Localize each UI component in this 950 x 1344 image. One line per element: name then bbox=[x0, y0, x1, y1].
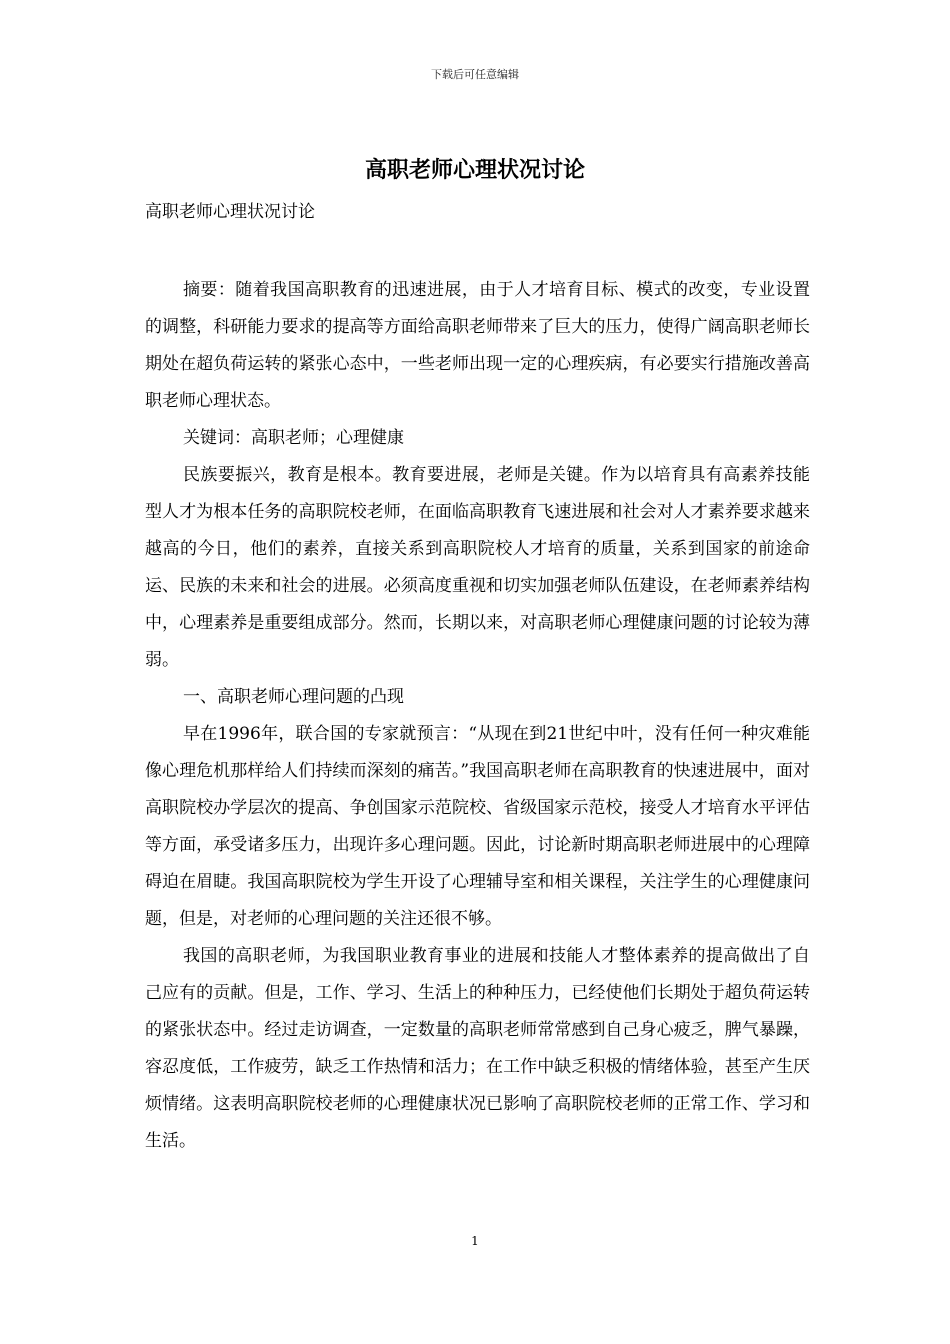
page-number: 1 bbox=[471, 1234, 479, 1248]
document-title: 高职老师心理状况讨论 bbox=[364, 157, 585, 183]
body-paragraph: 我国的高职老师，为我国职业教育事业的进展和技能人才整体素养的提高做出了自己应有的贡献。但是，工作、学习、生活上的种种压力，已经使他们长期处于超负荷运转的紧张状态中。经过走访调查，一定数量的高职老师常常感到自己身心疲乏，脾气暴躁，容忍度低，工作疲劳，缺乏工作热情和活力；在工作中缺乏积极的情绪体验，甚至产生厌烦情绪。这表明高职院校老师的心理健康状况已影响了高职院校老师的正常工作、学习和生活。 bbox=[145, 946, 810, 1151]
document-subtitle: 高职老师心理状况讨论 bbox=[145, 202, 315, 222]
intro-paragraph: 民族要振兴，教育是根本。教育要进展，老师是关键。作为以培育具有高素养技能型人才为根本任务的高职院校老师，在面临高职教育飞速进展和社会对人才素养要求越来越高的今日，他们的素养，直接关系到高职院校人才培育的质量，关系到国家的前途命运、民族的未来和社会的进展。必须高度重视和切实加强老师队伍建设，在老师素养结构中，心理素养是重要组成部分。然而，长期以来，对高职老师心理健康问题的讨论较为薄弱。 bbox=[145, 465, 810, 670]
section-heading: 一、高职老师心理问题的凸现 bbox=[183, 687, 404, 707]
body-paragraph: 早在1996年，联合国的专家就预言：“从现在到21世纪中叶，没有任何一种灾难能像心理危机那样给人们持续而深刻的痛苦。”我国高职老师在高职教育的快速进展中，面对高职院校办学层次的提高、争创国家示范院校、省级国家示范校，接受人才培育水平评估等方面，承受诸多压力，出现许多心理问题。因此，讨论新时期高职老师进展中的心理障碍迫在眉睫。我国高职院校为学生开设了心理辅导室和相关课程，关注学生的心理健康问题，但是，对老师的心理问题的关注还很不够。 bbox=[145, 724, 810, 929]
abstract-paragraph: 摘要：随着我国高职教育的迅速进展，由于人才培育目标、模式的改变，专业设置的调整，科研能力要求的提高等方面给高职老师带来了巨大的压力，使得广阔高职老师长期处在超负荷运转的紧张心态中，一些老师出现一定的心理疾病，有必要实行措施改善高职老师心理状态。 bbox=[145, 280, 810, 411]
keywords-paragraph: 关键词：高职老师；心理健康 bbox=[183, 428, 404, 448]
body-text bbox=[145, 272, 810, 1160]
header-note: 下载后可任意编辑 bbox=[431, 68, 519, 81]
